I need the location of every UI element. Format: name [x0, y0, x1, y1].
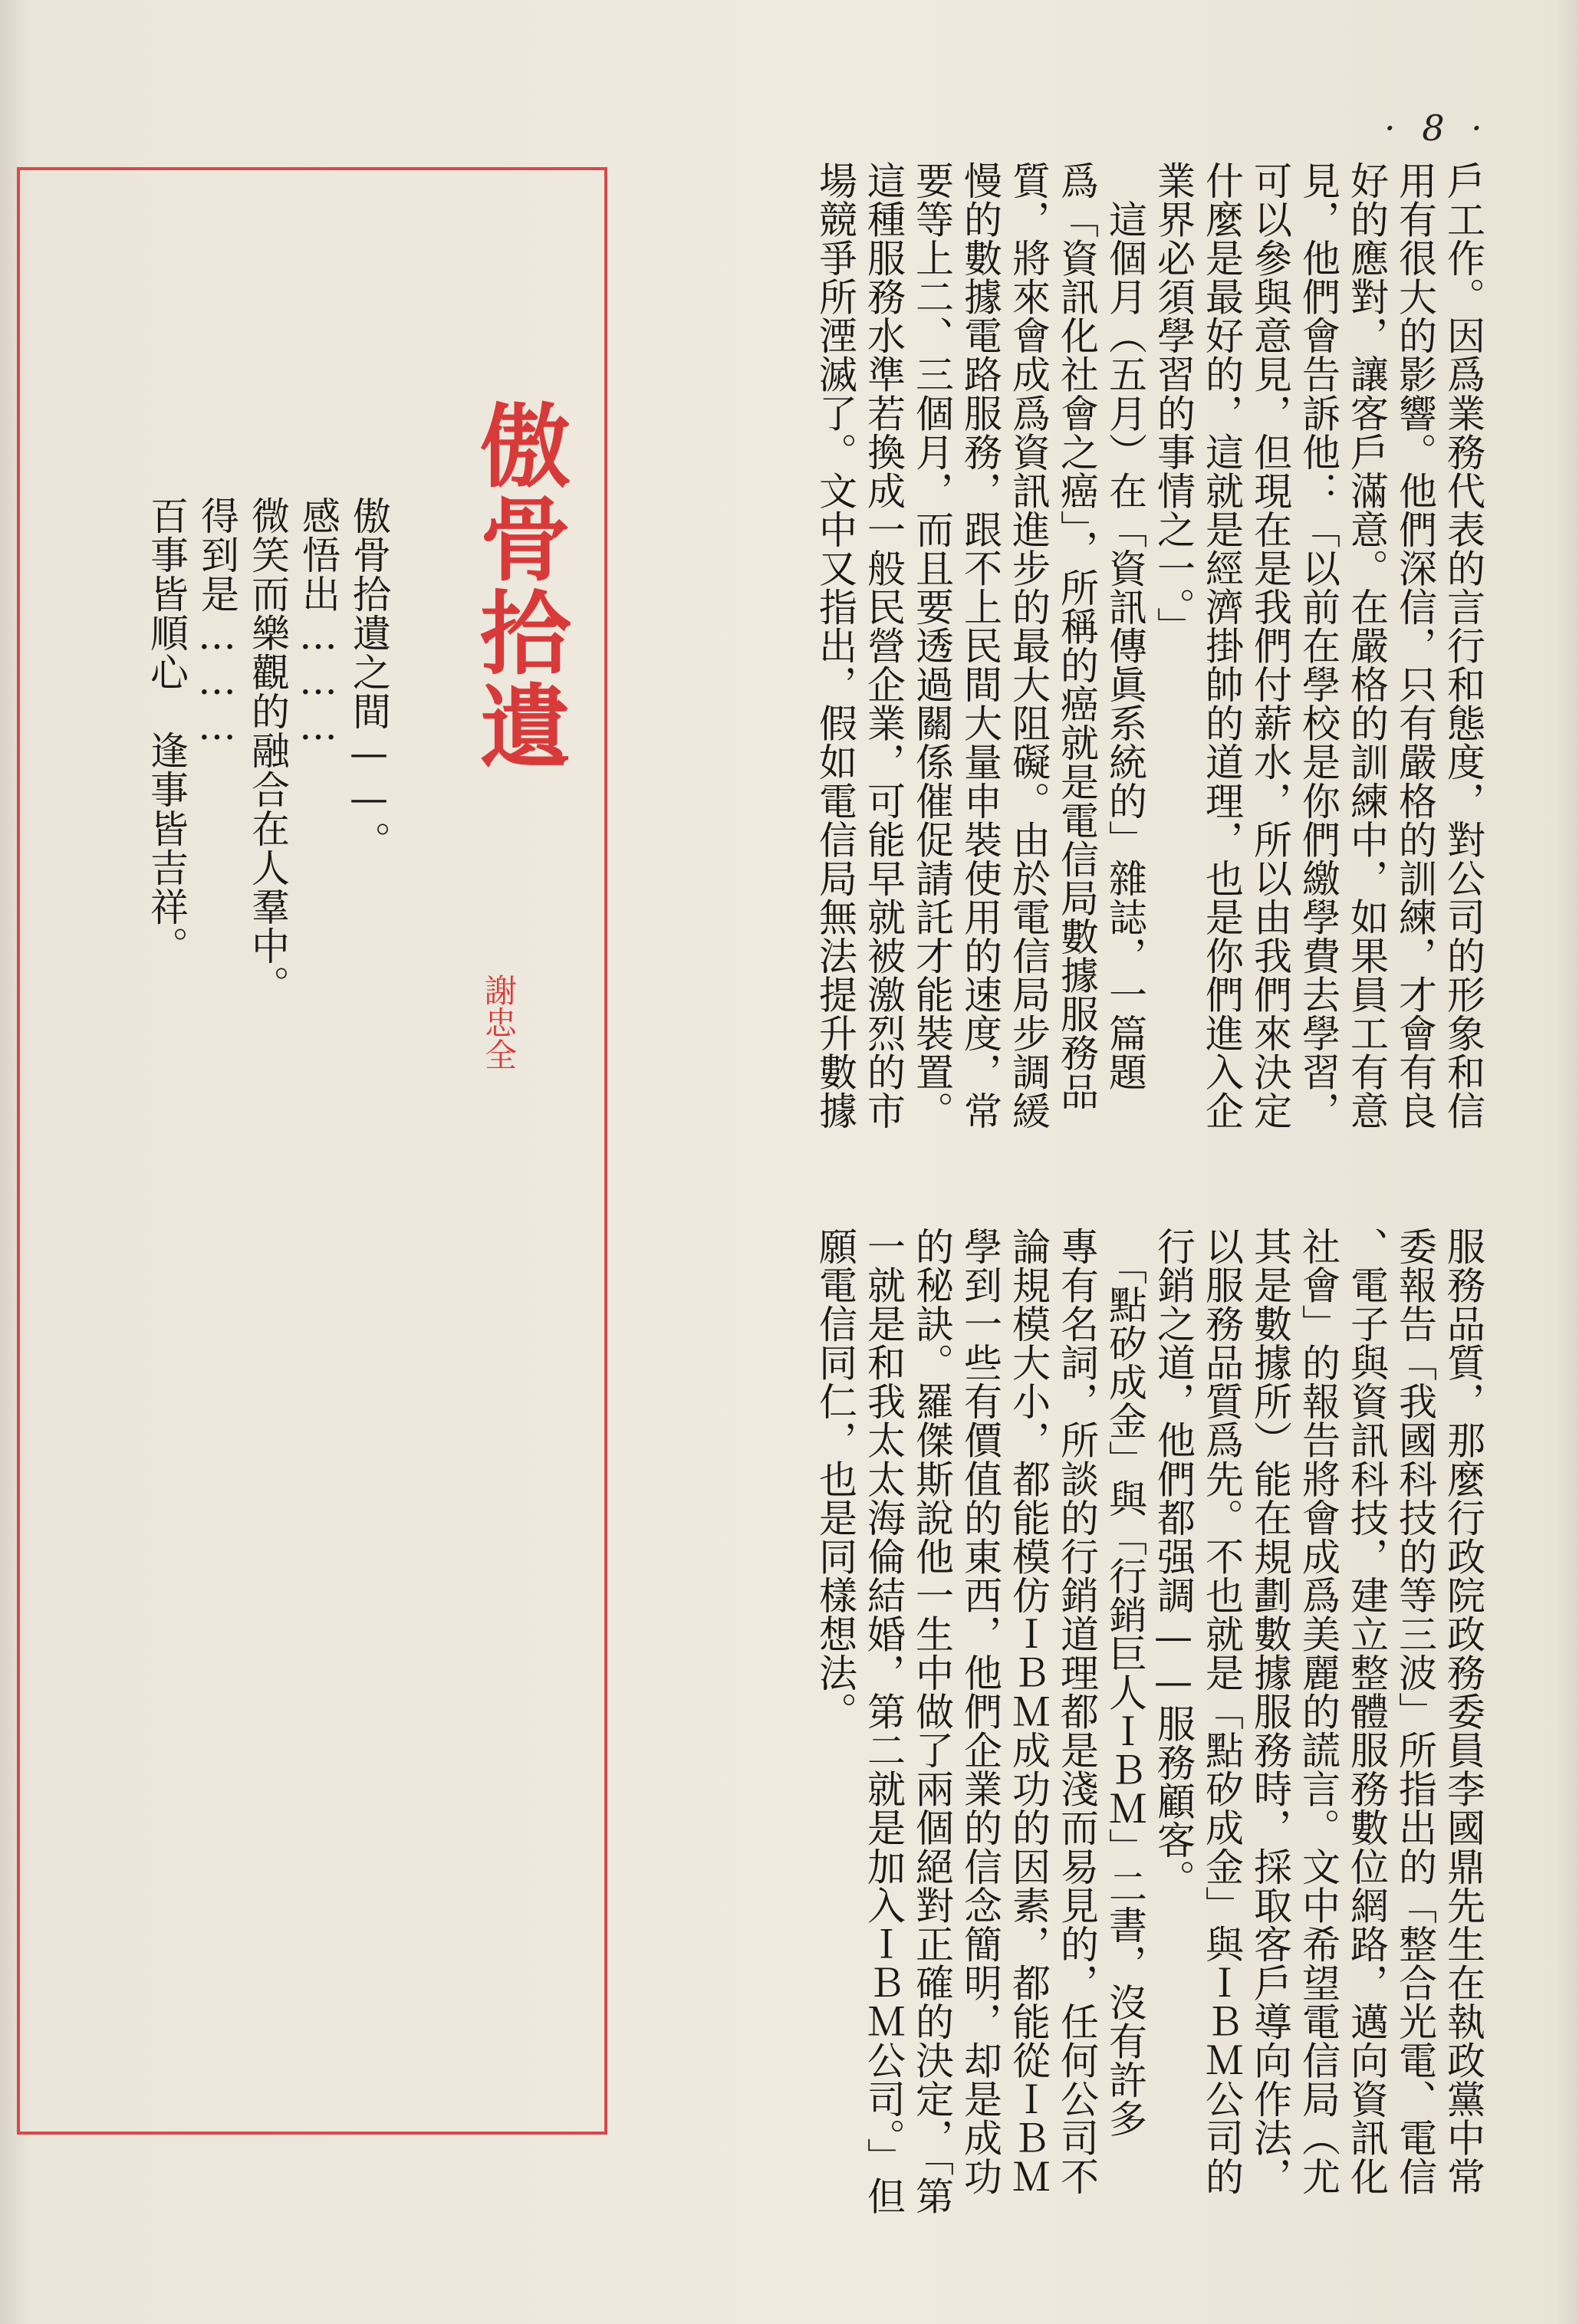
article-upper-text: 戶工作。因爲業務代表的言行和態度，對公司的形象和信 用有很大的影響。他們深信，只有嚴格的訓練，才會有良 好的應對，讓客戶滿意。在嚴格的訓練中，如果員工有意 見，他們會告訴他：「以前在學校是你們繳學費去學習， 可以參與意見，但現在是我們付薪水，所以由我們來決定 什麼是最好的，這就是經濟掛帥的道理，也是你們進入企 業界必須學習的事情之一。」 這個月（五月）在「資訊傳眞系統的」雜誌，一篇題 爲「資訊化社會之癌」，所稱的癌就是電信局數據服務品 質，將來會成爲資訊進步的最大阻礙。由於電信局步調緩 慢的數據電路服務，跟不上民間大量申裝使用的速度，常 要等上二、三個月，而且要透過關係催促請託才能裝置。 這種服務水準若換成一般民營企業，可能早就被激烈的市 場競爭所湮滅了。文中又指出，假如電信局無法提升數據 [813, 161, 1485, 1130]
poem-title: 傲骨拾遺 [465, 399, 571, 773]
page-number: · 8 · [1384, 107, 1490, 149]
article-lower-text: 服務品質，那麼行政院政務委員李國鼎先生在執政黨中常 委報告「我國科技的等三波」所指出的「整合光電、電信 、電子與資訊科技，建立整體服務數位網路，邁向資訊化 社會」的報告將會成爲美麗的謊言。文中希望電信局（尤 其是數據所）能在規劃數據服務時，採取客戶導向作法， 以服務品質爲先。不也就是「點矽成金」與ＩＢＭ公司的 行銷之道，他們都强調——服務顧客。 「點矽成金」與「行銷巨人ＩＢＭ」二書，沒有許多 專有名詞，所談的行銷道理都是淺而易見的，任何公司不 論規模大小，都能模仿ＩＢＭ成功的因素，都能從ＩＢＭ 學到一些有價值的東西，他們企業的信念簡明，却是成功 的秘訣。羅傑斯說他一生中做了兩個絕對正確的決定，「第 一就是和我太太海倫結婚，第二就是加入ＩＢＭ公司。」但 願電信同仁，也是同樣想法。 [813, 1227, 1485, 2216]
page-edge-shadow [1556, 0, 1579, 2324]
poem-body: 傲骨拾遺之間——。 感悟出……… 微笑而樂觀的融合在人羣中。 得到是……… 百事皆順心 逢事皆吉祥。 [144, 496, 391, 1004]
poem-author: 謝忠全 [480, 974, 518, 1070]
